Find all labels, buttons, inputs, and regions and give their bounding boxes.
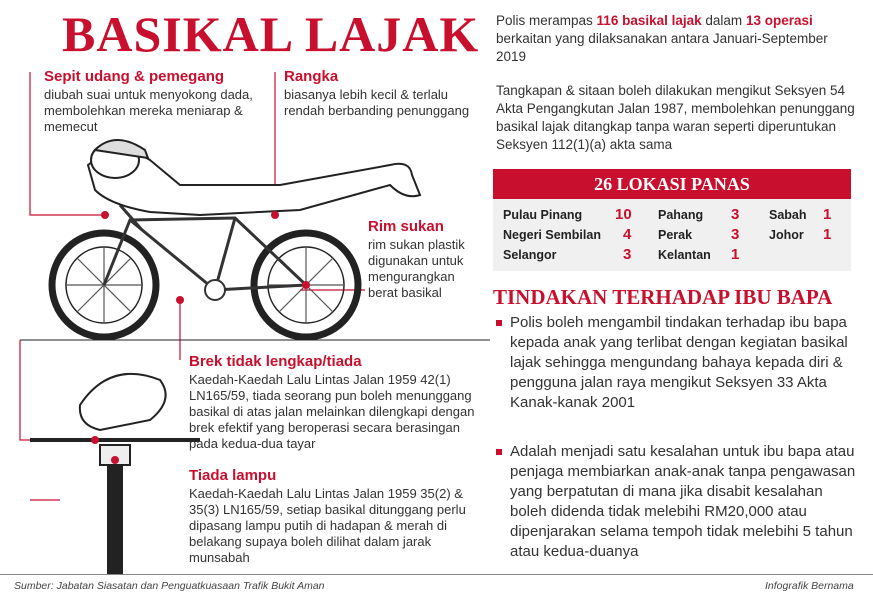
intro-highlight-seized: 116 basikal lajak [596, 13, 702, 28]
hotspot-count: 4 [623, 226, 632, 243]
lampu-text: Kaedah-Kaedah Lalu Lintas Jalan 1959 35(2) & 35(3) LN165/59, setiap basikal ditunggang perlu dipasang lampu putih di hadapan & merah di belakang supaya boleh dilihat dalam jarak munsabah [189, 486, 466, 565]
hotspot-state: Pulau Pinang [503, 208, 583, 222]
lampu-label: Tiada lampu [189, 467, 277, 484]
dot-handlebar [101, 211, 109, 219]
intro-paragraph-2: Tangkapan & sitaan boleh dilakukan mengikut Seksyen 54 Akta Pengangkutan Jalan 1987, membolehkan penunggang basikal lajak ditangkap tanpa waran seperti diperuntukan Seksyen 112(1)(a) akta sama [496, 83, 855, 152]
hotspot-count: 1 [823, 226, 832, 243]
hotspot-count: 3 [623, 246, 632, 263]
footer-source: Sumber: Jabatan Siasatan dan Penguatkuasaan Trafik Bukit Aman [14, 580, 325, 592]
hotspot-state: Sabah [769, 208, 807, 222]
hotspot-count: 1 [823, 206, 832, 223]
brek-text: Kaedah-Kaedah Lalu Lintas Jalan 1959 42(1) LN165/59, tiada seorang pun boleh menunggang basikal di atas jalan melainkan dilengkapi dengan brek efektif yang beroperasi secara berasingan pada kedua-dua tayar [189, 372, 475, 451]
bullet-marker [496, 320, 502, 326]
hotspots-title: 26 LOKASI PANAS [493, 169, 851, 199]
parents-bullet-2 [510, 442, 860, 562]
parents-bullet-1-text: Polis boleh mengambil tindakan terhadap ibu bapa kepada anak yang terlibat dengan kegiatan basikal lajak sehingga mengundang bahaya kepada diri & pengguna jalan raya mengikut Seksyen 33 Akta Kanak-kanak 2001 [510, 314, 848, 411]
hotspot-count: 10 [615, 206, 632, 223]
parents-bullet-1 [510, 313, 860, 413]
hotspots-table [493, 199, 851, 271]
intro-text-e: berkaitan yang dilaksanakan antara Januari-September 2019 [496, 31, 828, 64]
footer-credit: Infografik Bernama [765, 580, 854, 592]
parents-section-title: TINDAKAN TERHADAP IBU BAPA [493, 285, 833, 309]
hotspot-count: 3 [731, 226, 740, 243]
rangka-label: Rangka [284, 68, 339, 85]
bullet-marker [496, 449, 502, 455]
rim-text: rim sukan plastik digunakan untuk mengurangkan berat basikal [368, 237, 465, 300]
intro-text-a: Polis merampas [496, 13, 593, 28]
hotspot-count: 1 [731, 246, 740, 263]
page-title: BASIKAL LAJAK [62, 6, 480, 62]
intro-highlight-operations: 13 operasi [745, 13, 813, 28]
hotspot-state: Kelantan [658, 248, 711, 262]
rangka-text: biasanya lebih kecil & terlalu rendah berbanding penunggang [284, 87, 470, 118]
hotspot-count: 3 [731, 206, 740, 223]
hotspot-state: Perak [658, 228, 693, 242]
parents-bullet-2-text: Adalah menjadi satu kesalahan untuk ibu bapa atau penjaga membiarkan anak-anak tanpa pengawasan yang berpatutan di mana jika disabit kesalahan boleh didenda tidak melebihi RM20,000 atau dipenjarakan selama tempoh tidak melebihi 5 tahun atau kedua-duanya [510, 443, 856, 560]
intro-paragraph-1 [496, 12, 856, 66]
footer-divider [0, 574, 873, 575]
sepit-text: diubah suai untuk menyokong dada, membolehkan mereka meniarap & memecut [44, 87, 253, 134]
rim-label: Rim sukan [368, 218, 444, 235]
brek-label: Brek tidak lengkap/tiada [189, 353, 362, 370]
hotspot-state: Johor [769, 228, 804, 242]
hotspot-state: Pahang [658, 208, 704, 222]
hotspot-state: Negeri Sembilan [503, 228, 601, 242]
sepit-label: Sepit udang & pemegang [44, 68, 225, 85]
intro-text-c: dalam [705, 13, 743, 28]
hotspot-state: Selangor [503, 248, 557, 262]
